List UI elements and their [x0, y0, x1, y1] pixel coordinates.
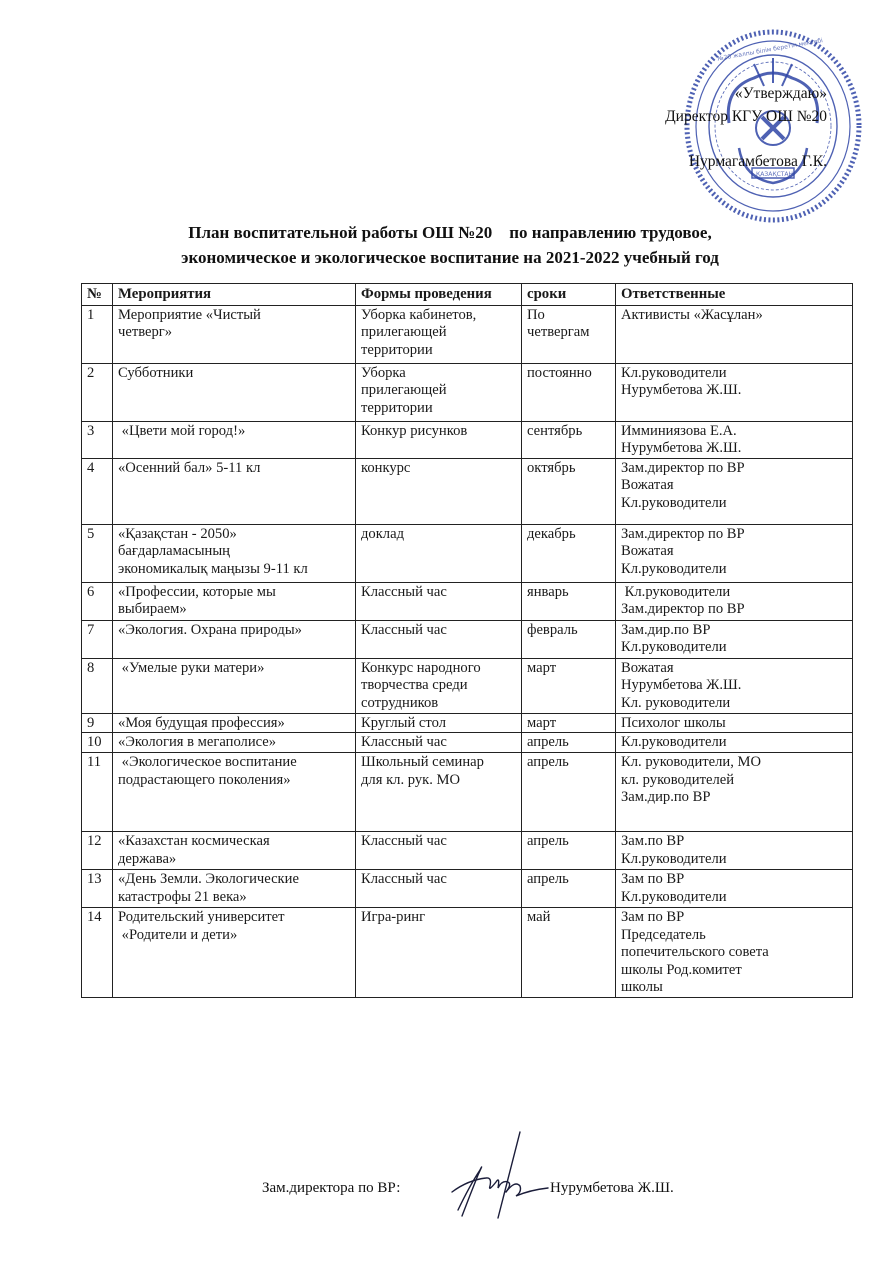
- header-number: №: [82, 284, 113, 306]
- row-event-line: четверг»: [118, 324, 173, 341]
- header-term: сроки: [522, 284, 616, 306]
- row-event: [113, 713, 356, 733]
- row-responsible-line: Имминиязова Е.А.: [621, 422, 737, 439]
- row-responsible-line: Зам.дир.по ВР: [621, 621, 711, 638]
- row-event: [113, 305, 356, 363]
- row-form: [356, 363, 522, 421]
- row-term: [522, 869, 616, 907]
- row-form: [356, 752, 522, 831]
- row-responsible-line: школы: [621, 979, 663, 996]
- row-responsible: [616, 582, 853, 620]
- row-event: [113, 733, 356, 753]
- row-event: [113, 524, 356, 582]
- row-form-line: доклад: [361, 525, 404, 542]
- row-form-line: прилегающей: [361, 324, 447, 341]
- approval-block: [665, 82, 827, 173]
- row-form: [356, 713, 522, 733]
- row-responsible: [616, 363, 853, 421]
- table-row: [82, 458, 853, 524]
- row-event: [113, 421, 356, 458]
- row-term-line: март: [527, 714, 557, 731]
- row-form-line: сотрудников: [361, 694, 439, 711]
- row-event-line: катастрофы 21 века»: [118, 888, 247, 905]
- row-responsible-line: Кл.руководители: [621, 560, 727, 577]
- row-responsible-line: Зам по ВР: [621, 908, 685, 925]
- row-number: 9: [82, 713, 113, 733]
- row-responsible-line: Нурумбетова Ж.Ш.: [621, 677, 742, 694]
- row-event: [113, 752, 356, 831]
- row-number: 7: [82, 620, 113, 658]
- row-form: [356, 458, 522, 524]
- row-form-line: Классный час: [361, 734, 447, 751]
- approval-position: Директор КГУ ОШ №20: [665, 108, 827, 125]
- row-number: 6: [82, 582, 113, 620]
- row-responsible: [616, 524, 853, 582]
- row-form-line: Конкур рисунков: [361, 422, 468, 439]
- row-event-line: выбираем»: [118, 601, 187, 618]
- table-row: [82, 907, 853, 997]
- row-number: 4: [82, 458, 113, 524]
- footer-position-label: Зам.директора по ВР:: [262, 1180, 401, 1196]
- row-form-line: Конкурс народного: [361, 659, 481, 676]
- row-responsible-line: Психолог школы: [621, 714, 726, 731]
- row-event-line: бағдарламасының: [118, 543, 230, 560]
- row-responsible-line: Активисты «Жасұлан»: [621, 306, 763, 323]
- row-responsible: [616, 421, 853, 458]
- row-form: [356, 658, 522, 713]
- header-form: Формы проведения: [356, 284, 522, 306]
- row-responsible: [616, 305, 853, 363]
- row-form-line: территории: [361, 341, 433, 358]
- row-event: [113, 658, 356, 713]
- svg-text:ҚАЗАҚСТАН: ҚАЗАҚСТАН: [756, 171, 794, 178]
- table-row: [82, 752, 853, 831]
- document-title: [60, 220, 840, 270]
- approval-name: Нурмагамбетова Г.К.: [688, 153, 827, 170]
- row-term-line: апрель: [527, 870, 569, 887]
- row-event-line: экономикалық маңызы 9-11 кл: [118, 560, 308, 577]
- row-event-line: держава»: [118, 850, 177, 867]
- row-form-line: Игра-ринг: [361, 908, 426, 925]
- row-term-line: май: [527, 908, 551, 925]
- row-term: [522, 524, 616, 582]
- row-responsible-line: Председатель: [621, 926, 706, 943]
- svg-text:№20 жалпы білім беретін мектеб: №20 жалпы білім беретін мектебі: [716, 37, 824, 63]
- row-responsible: [616, 831, 853, 869]
- row-event-line: «Қазақстан - 2050»: [118, 525, 237, 542]
- row-responsible-line: Зам.директор по ВР: [621, 525, 745, 542]
- row-responsible: [616, 713, 853, 733]
- row-number: 2: [82, 363, 113, 421]
- row-form-line: Классный час: [361, 583, 447, 600]
- row-event: [113, 907, 356, 997]
- row-event: [113, 831, 356, 869]
- row-event-line: «Экологическое воспитание: [118, 753, 297, 770]
- row-responsible-line: школы Род.комитет: [621, 961, 742, 978]
- row-event-line: «День Земли. Экологические: [118, 870, 299, 887]
- row-event: [113, 582, 356, 620]
- table-row: [82, 421, 853, 458]
- row-number: 12: [82, 831, 113, 869]
- row-term: [522, 733, 616, 753]
- row-form-line: Круглый стол: [361, 714, 446, 731]
- row-term-line: апрель: [527, 734, 569, 751]
- row-responsible-line: кл. руководителей: [621, 771, 735, 788]
- row-term-line: сентябрь: [527, 422, 583, 439]
- table-row: [82, 831, 853, 869]
- row-term-line: январь: [527, 583, 569, 600]
- row-number: 8: [82, 658, 113, 713]
- row-form: [356, 305, 522, 363]
- row-term: [522, 305, 616, 363]
- row-form-line: прилегающей: [361, 382, 447, 399]
- row-responsible: [616, 658, 853, 713]
- row-form-line: Уборка кабинетов,: [361, 306, 477, 323]
- row-form: [356, 907, 522, 997]
- row-form-line: Классный час: [361, 870, 447, 887]
- row-term-line: март: [527, 659, 557, 676]
- table-header-row: [82, 284, 853, 306]
- row-form-line: территории: [361, 399, 433, 416]
- approval-heading: «Утверждаю»: [734, 85, 827, 102]
- row-form: [356, 869, 522, 907]
- row-term-line: апрель: [527, 753, 569, 770]
- row-number: 14: [82, 907, 113, 997]
- row-form: [356, 582, 522, 620]
- row-form-line: Школьный семинар: [361, 753, 484, 770]
- row-term: [522, 582, 616, 620]
- table-row: [82, 713, 853, 733]
- row-term: [522, 907, 616, 997]
- row-responsible: [616, 620, 853, 658]
- row-responsible-line: Кл.руководители: [621, 734, 727, 751]
- row-number: 11: [82, 752, 113, 831]
- row-number: 5: [82, 524, 113, 582]
- row-event-line: «Умелые руки матери»: [118, 659, 265, 676]
- row-responsible-line: Вожатая: [621, 477, 674, 494]
- row-responsible-line: Кл. руководители, МО: [621, 753, 762, 770]
- row-event-line: подрастающего поколения»: [118, 771, 291, 788]
- row-form: [356, 421, 522, 458]
- row-number: 1: [82, 305, 113, 363]
- row-responsible-line: Кл.руководители: [621, 583, 731, 600]
- row-responsible-line: Зам по ВР: [621, 870, 685, 887]
- row-form-line: Классный час: [361, 832, 447, 849]
- row-term: [522, 620, 616, 658]
- row-term: [522, 658, 616, 713]
- row-term: [522, 831, 616, 869]
- table-row: [82, 658, 853, 713]
- row-event-line: Мероприятие «Чистый: [118, 306, 261, 323]
- row-event-line: Субботники: [118, 364, 194, 381]
- handwritten-signature-icon: [440, 1130, 550, 1220]
- row-form-line: для кл. рук. МО: [361, 771, 461, 788]
- row-form-line: Уборка: [361, 364, 406, 381]
- row-event-line: Родительский университет: [118, 908, 285, 925]
- row-responsible: [616, 907, 853, 997]
- row-responsible-line: Зам.дир.по ВР: [621, 789, 711, 806]
- table-row: [82, 305, 853, 363]
- row-responsible-line: Вожатая: [621, 659, 674, 676]
- row-form: [356, 733, 522, 753]
- footer-signatory-name: Нурумбетова Ж.Ш.: [550, 1180, 674, 1196]
- row-responsible: [616, 458, 853, 524]
- row-responsible-line: Кл.руководители: [621, 364, 727, 381]
- row-term-line: октябрь: [527, 459, 576, 476]
- row-term: [522, 421, 616, 458]
- row-event-line: «Казахстан космическая: [118, 832, 270, 849]
- plan-table: [81, 283, 853, 998]
- row-number: 3: [82, 421, 113, 458]
- row-responsible: [616, 752, 853, 831]
- row-responsible-line: попечительского совета: [621, 944, 769, 961]
- table-row: [82, 363, 853, 421]
- table-body: [82, 305, 853, 997]
- row-form-line: конкурс: [361, 459, 411, 476]
- row-form-line: творчества среди: [361, 677, 468, 694]
- row-event-line: «Экология. Охрана природы»: [118, 621, 302, 638]
- row-event: [113, 458, 356, 524]
- row-responsible-line: Кл.руководители: [621, 888, 727, 905]
- row-responsible-line: Вожатая: [621, 543, 674, 560]
- row-term: [522, 363, 616, 421]
- row-event-line: «Экология в мегаполисе»: [118, 734, 277, 751]
- row-event: [113, 620, 356, 658]
- table-row: [82, 620, 853, 658]
- row-term: [522, 752, 616, 831]
- table-row: [82, 869, 853, 907]
- row-responsible: [616, 733, 853, 753]
- row-event-line: «Профессии, которые мы: [118, 583, 276, 600]
- row-responsible-line: Кл.руководители: [621, 639, 727, 656]
- table-row: [82, 733, 853, 753]
- row-term-line: По: [527, 306, 545, 323]
- row-form: [356, 524, 522, 582]
- row-number: 13: [82, 869, 113, 907]
- row-event-line: «Цвети мой город!»: [118, 422, 246, 439]
- row-responsible-line: Кл. руководители: [621, 694, 731, 711]
- row-form: [356, 620, 522, 658]
- row-event-line: «Родители и дети»: [118, 926, 238, 943]
- row-term-line: декабрь: [527, 525, 576, 542]
- row-event-line: «Осенний бал» 5-11 кл: [118, 459, 261, 476]
- header-event: Мероприятия: [113, 284, 356, 306]
- row-responsible-line: Зам.директор по ВР: [621, 601, 745, 618]
- row-term: [522, 713, 616, 733]
- row-event: [113, 363, 356, 421]
- table-row: [82, 582, 853, 620]
- row-term: [522, 458, 616, 524]
- row-responsible-line: Нурумбетова Ж.Ш.: [621, 382, 742, 399]
- title-line-1: План воспитательной работы ОШ №20 по направлению трудовое,: [188, 223, 712, 242]
- row-responsible-line: Кл.руководители: [621, 494, 727, 511]
- row-responsible-line: Нурумбетова Ж.Ш.: [621, 440, 742, 457]
- row-responsible-line: Зам.директор по ВР: [621, 459, 745, 476]
- row-term-line: четвергам: [527, 324, 590, 341]
- row-number: 10: [82, 733, 113, 753]
- row-responsible-line: Зам.по ВР: [621, 832, 685, 849]
- row-responsible: [616, 869, 853, 907]
- row-event-line: «Моя будущая профессия»: [118, 714, 285, 731]
- row-responsible-line: Кл.руководители: [621, 850, 727, 867]
- header-responsible: Ответственные: [616, 284, 853, 306]
- row-form-line: Классный час: [361, 621, 447, 638]
- row-term-line: постоянно: [527, 364, 592, 381]
- table-row: [82, 524, 853, 582]
- row-event: [113, 869, 356, 907]
- title-line-2: экономическое и экологическое воспитание на 2021-2022 учебный год: [181, 248, 719, 267]
- row-term-line: апрель: [527, 832, 569, 849]
- row-form: [356, 831, 522, 869]
- row-term-line: февраль: [527, 621, 578, 638]
